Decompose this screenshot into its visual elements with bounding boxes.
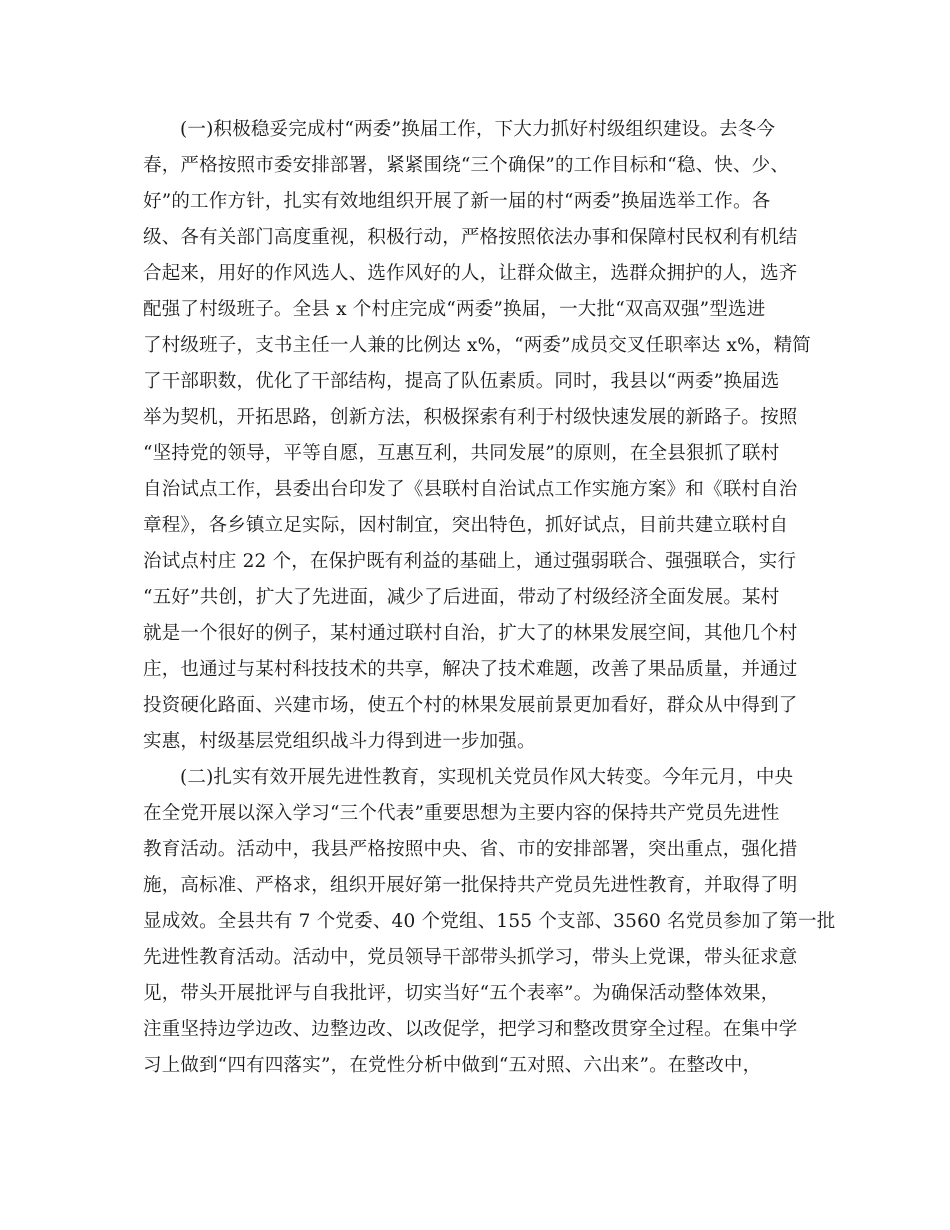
paragraph-2-line-2: 在全党开展以深入学习“三个代表”重要思想为主要内容的保持共产党员先进性: [143, 803, 780, 824]
paragraph-1-line-12: 章程》，各乡镇立足实际，因村制宜，突出特色，抓好试点，目前共建立联村自: [143, 515, 789, 536]
paragraph-1-line-7: 了村级班子，支书主任一人兼的比例达 x%，“两委”成员交叉任职率达 x%，精简: [143, 335, 812, 356]
paragraph-2-line-7: 见，带头开展批评与自我批评，切实当好“五个表率”。为确保活动整体效果，: [143, 983, 780, 1004]
paragraph-1-line-17: 投资硬化路面、兴建市场，使五个村的林果发展前景更加看好，群众从中得到了: [143, 695, 798, 716]
paragraph-1-line-15: 就是一个很好的例子，某村通过联村自治，扩大了的林果发展空间，其他几个村: [143, 623, 798, 644]
paragraph-1-line-11: 自治试点工作，县委出台印发了《县联村自治试点工作实施方案》和《联村自治: [143, 479, 798, 500]
paragraph-1-line-13: 治试点村庄 22 个，在保护既有利益的基础上，通过强弱联合、强强联合，实行: [143, 551, 797, 572]
paragraph-2-line-1: (二)扎实有效开展先进性教育，实现机关党员作风大转变。今年元月，中央: [180, 767, 794, 788]
paragraph-1-line-4: 级、各有关部门高度重视，积极行动，严格按照依法办事和保障村民权利有机结: [143, 227, 798, 248]
paragraph-2-line-5: 显成效。全县共有 7 个党委、40 个党组、155 个支部、3560 名党员参加了第一批: [143, 911, 836, 932]
paragraph-2-line-6: 先进性教育活动。活动中，党员领导干部带头抓学习，带头上党课，带头征求意: [143, 947, 798, 968]
paragraph-1-line-5: 合起来，用好的作风选人、选作风好的人，让群众做主，选群众拥护的人，选齐: [143, 263, 798, 284]
paragraph-1-line-8: 了干部职数，优化了干部结构，提高了队伍素质。同时，我县以“两委”换届选: [143, 371, 780, 392]
paragraph-1-line-18: 实惠，村级基层党组织战斗力得到进一步加强。: [143, 731, 536, 752]
paragraph-1-line-6: 配强了村级班子。全县 x 个村庄完成“两委”换届，一大批“双高双强”型选进: [143, 299, 766, 320]
paragraph-1-line-3: 好”的工作方针，扎实有效地组织开展了新一届的村“两委”换届选举工作。各: [143, 191, 771, 212]
paragraph-1-line-2: 春，严格按照市委安排部署，紧紧围绕“三个确保”的工作目标和“稳、快、少、: [143, 155, 790, 176]
paragraph-1-line-14: “五好”共创，扩大了先进面，减少了后进面，带动了村级经济全面发展。某村: [143, 587, 780, 608]
paragraph-1-line-16: 庄，也通过与某村科技技术的共享，解决了技术难题，改善了果品质量，并通过: [143, 659, 798, 680]
paragraph-2-line-3: 教育活动。活动中，我县严格按照中央、省、市的安排部署，突出重点，强化措: [143, 839, 798, 860]
paragraph-1-line-9: 举为契机，开拓思路，创新方法，积极探索有利于村级快速发展的新路子。按照: [143, 407, 798, 428]
paragraph-2-line-8: 注重坚持边学边改、边整边改、以改促学，把学习和整改贯穿全过程。在集中学: [143, 1019, 798, 1040]
paragraph-2-line-4: 施，高标准、严格求，组织开展好第一批保持共产党员先进性教育，并取得了明: [143, 875, 798, 896]
paragraph-1-line-10: “坚持党的领导，平等自愿，互惠互利，共同发展”的原则，在全县狠抓了联村: [143, 443, 780, 464]
paragraph-2-line-9: 习上做到“四有四落实”，在党性分析中做到“五对照、六出来”。在整改中，: [143, 1055, 762, 1076]
paragraph-1-line-1: (一)积极稳妥完成村“两委”换届工作，下大力抓好村级组织建设。去冬今: [180, 119, 776, 140]
